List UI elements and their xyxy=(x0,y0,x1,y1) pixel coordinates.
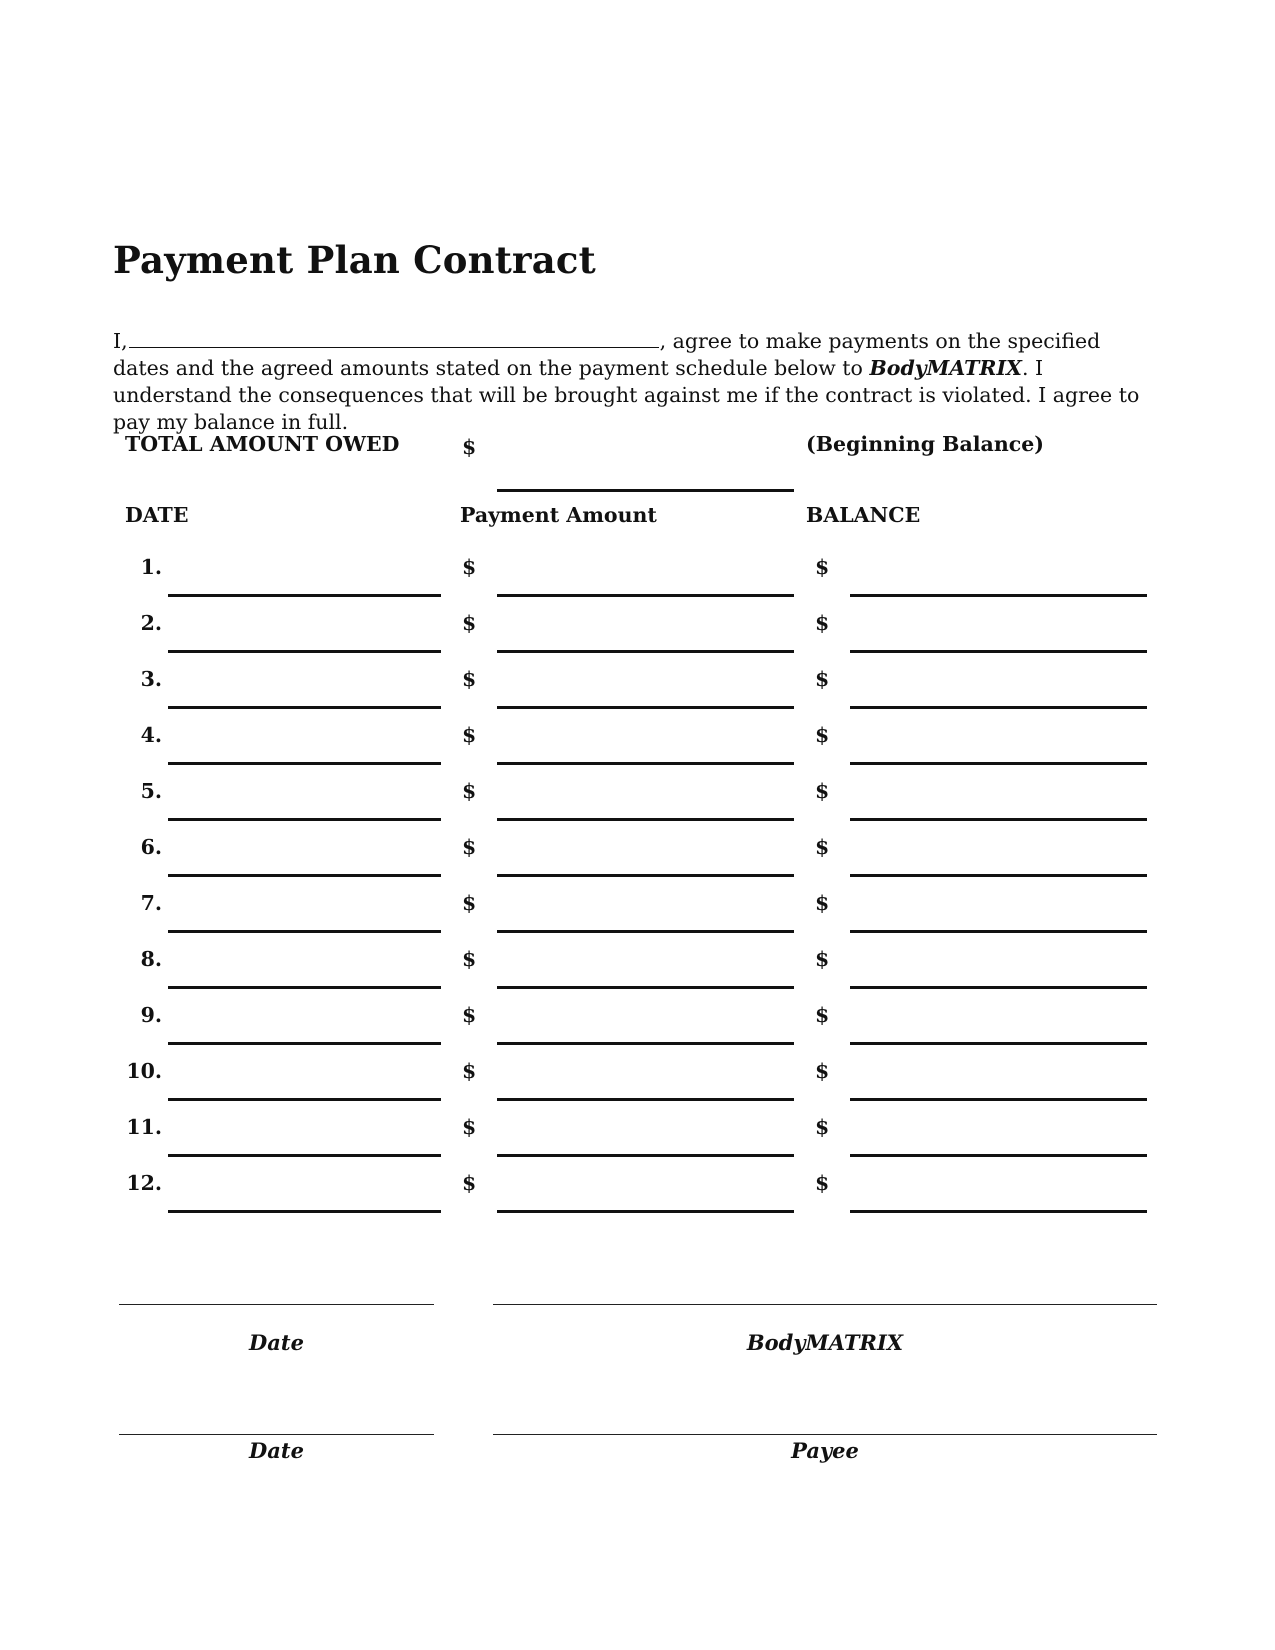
balance-currency: $ xyxy=(815,779,830,803)
balance-currency: $ xyxy=(815,611,830,635)
balance-field[interactable] xyxy=(850,706,1147,709)
balance-field[interactable] xyxy=(850,818,1147,821)
balance-currency: $ xyxy=(815,1003,830,1027)
payment-amount-field[interactable] xyxy=(497,1098,794,1101)
row-number: 12. xyxy=(126,1171,162,1195)
total-amount-field[interactable] xyxy=(497,489,794,492)
balance-field[interactable] xyxy=(850,1042,1147,1045)
balance-currency: $ xyxy=(815,891,830,915)
payment-currency: $ xyxy=(462,1059,477,1083)
balance-currency: $ xyxy=(815,555,830,579)
payment-amount-field[interactable] xyxy=(497,762,794,765)
intro-middle: , agree to make payments on the specified dates and the agreed amounts stated on the payment schedule below to xyxy=(113,329,1101,380)
date-column-header: DATE xyxy=(125,503,189,527)
balance-field[interactable] xyxy=(850,1210,1147,1213)
total-amount-label: TOTAL AMOUNT OWED xyxy=(125,432,400,456)
payment-amount-field[interactable] xyxy=(497,986,794,989)
payment-amount-field[interactable] xyxy=(497,930,794,933)
intro-brand: BodyMATRIX xyxy=(869,356,1022,380)
date-field[interactable] xyxy=(168,930,441,933)
payment-amount-field[interactable] xyxy=(497,1154,794,1157)
date-field[interactable] xyxy=(168,818,441,821)
payment-amount-field[interactable] xyxy=(497,650,794,653)
payment-currency: $ xyxy=(462,611,477,635)
payment-currency: $ xyxy=(462,947,477,971)
intro-suffix: . I understand the consequences that will be brought against me if the contract is violated. I agree to pay my balance in full. xyxy=(113,356,1140,434)
balance-currency: $ xyxy=(815,1115,830,1139)
date-field[interactable] xyxy=(168,874,441,877)
payment-currency: $ xyxy=(462,1003,477,1027)
balance-column-header: BALANCE xyxy=(806,503,921,527)
signature-date-label: Date xyxy=(249,1438,304,1463)
row-number: 2. xyxy=(140,611,162,635)
payment-currency: $ xyxy=(462,723,477,747)
beginning-balance-note: (Beginning Balance) xyxy=(806,432,1044,456)
balance-currency: $ xyxy=(815,723,830,747)
payment-currency: $ xyxy=(462,1171,477,1195)
date-field[interactable] xyxy=(168,1042,441,1045)
payment-currency: $ xyxy=(462,667,477,691)
payment-column-header: Payment Amount xyxy=(460,503,657,527)
balance-field[interactable] xyxy=(850,1098,1147,1101)
balance-field[interactable] xyxy=(850,594,1147,597)
balance-currency: $ xyxy=(815,1059,830,1083)
row-number: 7. xyxy=(140,891,162,915)
page-title: Payment Plan Contract xyxy=(113,238,596,282)
balance-field[interactable] xyxy=(850,874,1147,877)
balance-currency: $ xyxy=(815,947,830,971)
row-number: 1. xyxy=(140,555,162,579)
signature-date-label: Date xyxy=(249,1330,304,1355)
agreement-paragraph xyxy=(113,328,1163,436)
date-field[interactable] xyxy=(168,594,441,597)
payment-amount-field[interactable] xyxy=(497,874,794,877)
date-field[interactable] xyxy=(168,762,441,765)
date-field[interactable] xyxy=(168,1210,441,1213)
date-field[interactable] xyxy=(168,1098,441,1101)
balance-currency: $ xyxy=(815,835,830,859)
balance-field[interactable] xyxy=(850,930,1147,933)
row-number: 10. xyxy=(126,1059,162,1083)
payment-amount-field[interactable] xyxy=(497,1042,794,1045)
row-number: 3. xyxy=(140,667,162,691)
payment-amount-field[interactable] xyxy=(497,1210,794,1213)
balance-field[interactable] xyxy=(850,986,1147,989)
row-number: 6. xyxy=(140,835,162,859)
payment-amount-field[interactable] xyxy=(497,818,794,821)
payment-currency: $ xyxy=(462,555,477,579)
row-number: 4. xyxy=(140,723,162,747)
payment-currency: $ xyxy=(462,891,477,915)
intro-prefix: I, xyxy=(113,329,128,353)
row-number: 5. xyxy=(140,779,162,803)
date-field[interactable] xyxy=(168,986,441,989)
signature-date-line[interactable] xyxy=(119,1304,434,1305)
payment-currency: $ xyxy=(462,1115,477,1139)
date-field[interactable] xyxy=(168,706,441,709)
payment-amount-field[interactable] xyxy=(497,706,794,709)
row-number: 9. xyxy=(140,1003,162,1027)
balance-currency: $ xyxy=(815,1171,830,1195)
row-number: 11. xyxy=(126,1115,162,1139)
balance-field[interactable] xyxy=(850,1154,1147,1157)
signature-payee-line[interactable] xyxy=(493,1434,1157,1435)
date-field[interactable] xyxy=(168,1154,441,1157)
row-number: 8. xyxy=(140,947,162,971)
signature-company-label: BodyMATRIX xyxy=(746,1330,904,1355)
balance-field[interactable] xyxy=(850,762,1147,765)
name-blank-field[interactable] xyxy=(129,329,659,348)
signature-payee-label: Payee xyxy=(791,1438,859,1463)
payment-currency: $ xyxy=(462,779,477,803)
date-field[interactable] xyxy=(168,650,441,653)
balance-field[interactable] xyxy=(850,650,1147,653)
signature-company-line[interactable] xyxy=(493,1304,1157,1305)
payment-amount-field[interactable] xyxy=(497,594,794,597)
payment-currency: $ xyxy=(462,835,477,859)
total-currency: $ xyxy=(462,435,477,459)
signature-date-line[interactable] xyxy=(119,1434,434,1435)
balance-currency: $ xyxy=(815,667,830,691)
